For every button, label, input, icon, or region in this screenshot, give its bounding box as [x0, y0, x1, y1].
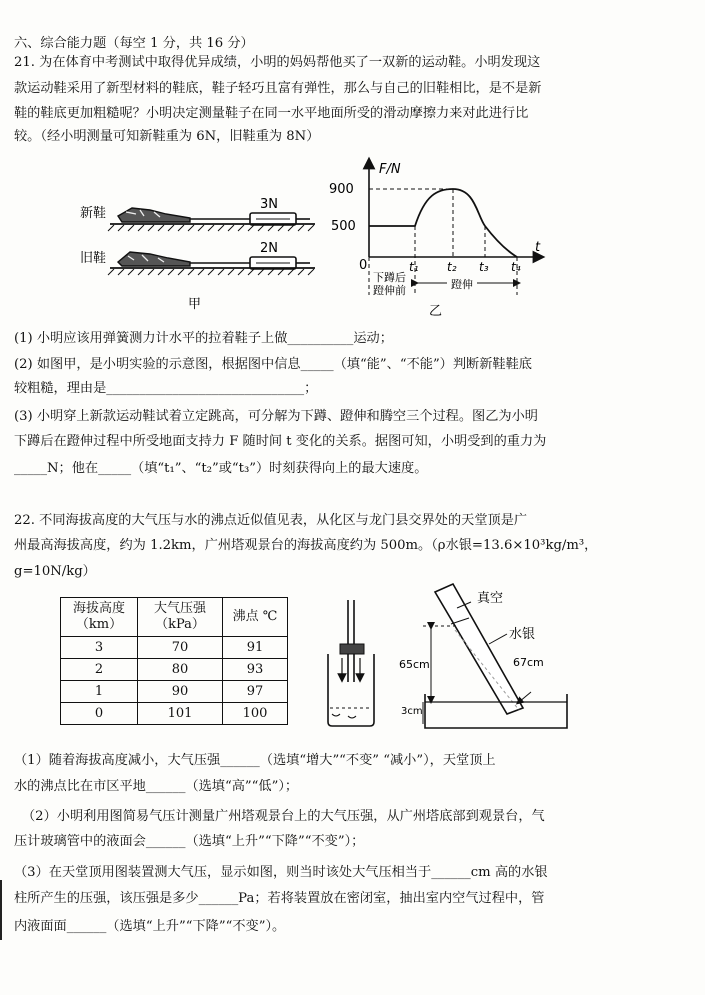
new-force-label: 3N [260, 197, 278, 212]
new-shoe-shape [118, 208, 190, 222]
old-shoe-label: 旧鞋 [80, 251, 107, 266]
mercury-label: 水银 [509, 627, 536, 642]
q21-sub1: (1) 小明应该用弹簧测力计水平的拉着鞋子上做__________运动； [14, 331, 393, 346]
x-tick-t4: t₄ [511, 260, 521, 274]
table-row [61, 681, 288, 703]
q21-sub3-cont: _____N；他在_____（填“t₁”、“t₂”或“t₃”）时刻获得向上的最大速度。 [14, 461, 428, 476]
altitude-pressure-table [60, 597, 288, 725]
q21-sub2-cont: 较粗糙，理由是______________________________； [14, 381, 318, 396]
table-cell: 1 [61, 681, 138, 703]
new-shoe-label: 新鞋 [80, 206, 107, 221]
scan-edge-mark [0, 880, 2, 940]
table-header-pressure: 大气压强 （kPa） [138, 598, 223, 637]
table-cell: 80 [138, 659, 223, 681]
q22-sub1-cont: 水的沸点比在市区平地______（选填“高”“低”）； [14, 779, 299, 794]
q21-sub2: (2) 如图甲，是小明实验的示意图，根据图中信息_____（填“能”、“不能”）判断新鞋鞋底 [14, 357, 532, 372]
figure-jia-caption: 甲 [188, 297, 202, 312]
q22-stem-line: 州最高海拔高度，约为 1.2km，广州塔观景台的海拔高度约为 500m。（ρ水银=13.6×10³kg/m³， [14, 538, 598, 553]
phase-label: 蹬伸前 [373, 284, 406, 297]
q21-stem-line: 鞋的鞋底更加粗糙呢？小明决定测量鞋子在同一水平地面所受的滑动摩擦力来对此进行比 [14, 106, 529, 121]
q22-sub2: （2）小明利用图简易气压计测量广州塔观景台上的大气压强，从广州塔底部到观景台，气 [22, 809, 545, 824]
table-cell: 2 [61, 659, 138, 681]
y-tick-900: 900 [329, 182, 354, 197]
table-header-boiling: 沸点 ℃ [223, 598, 288, 637]
table-cell: 97 [223, 681, 288, 703]
x-tick-t3: t₃ [479, 260, 489, 274]
table-cell: 101 [138, 703, 223, 725]
y-tick-500: 500 [331, 219, 356, 234]
vacuum-label: 真空 [477, 591, 504, 606]
table-row [61, 637, 288, 659]
q22-stem-line: 22. 不同海拔高度的大气压与水的沸点近似值见表，从化区与龙门县交界处的天堂顶是广 [14, 513, 528, 528]
q21-stem-line: 21. 为在体育中考测试中取得优异成绩，小明的妈妈帮他买了一双新的运动鞋。小明发现这 [14, 55, 541, 70]
table-row [61, 659, 288, 681]
q21-stem-line: 款运动鞋采用了新型材料的鞋底，鞋子轻巧且富有弹性，那么与自己的旧鞋相比，是不是新 [14, 81, 542, 96]
table-cell: 100 [223, 703, 288, 725]
table-cell: 93 [223, 659, 288, 681]
length-67cm-label: 67cm [513, 656, 544, 669]
table-cell: 91 [223, 637, 288, 659]
old-force-label: 2N [260, 241, 278, 256]
x-tick-t1: t₁ [409, 260, 419, 274]
y-axis-label: F/N [379, 162, 401, 177]
height-3cm-label: 3cm [401, 706, 423, 717]
old-shoe-shape [118, 252, 190, 266]
stopper-icon [340, 644, 364, 654]
x-axis-label: t [535, 240, 541, 255]
simple-barometer-figure [318, 598, 388, 728]
phase-label: 蹬伸 [451, 278, 473, 291]
table-cell: 70 [138, 637, 223, 659]
q21-sub3: (3) 小明穿上新款运动鞋试着立定跳高，可分解为下蹲、蹬伸和腾空三个过程。图乙为小明 [14, 409, 538, 424]
x-tick-t2: t₂ [447, 260, 457, 274]
figure-jia-shoe-friction [70, 190, 330, 315]
q21-stem-line: 较。（经小明测量可知新鞋重为 6N，旧鞋重为 8N） [14, 129, 320, 144]
figure-yi-caption: 乙 [429, 304, 443, 319]
table-header-altitude: 海拔高度 （km） [61, 598, 138, 637]
height-65cm-label: 65cm [399, 658, 430, 671]
table-cell: 3 [61, 637, 138, 659]
table-header-row [61, 598, 288, 637]
table-cell: 90 [138, 681, 223, 703]
q22-stem-line: g=10N/kg） [14, 564, 96, 579]
q22-sub3: （3）在天堂顶用图装置测大气压，显示如图，则当时该处大气压相当于______cm 高的水银 [14, 865, 548, 880]
table-row [61, 703, 288, 725]
figure-yi-force-time-graph [325, 155, 550, 320]
table-cell: 0 [61, 703, 138, 725]
q22-sub2-cont: 压计玻璃管中的液面会______（选填“上升”“下降”“不变”）； [14, 834, 365, 849]
phase-label: 下蹲后 [373, 271, 406, 284]
origin-label: 0 [359, 258, 368, 273]
q22-sub1: （1）随着海拔高度减小，大气压强______（选填“增大”“不变” “减小”），天堂顶上 [14, 753, 496, 768]
q22-sub3-cont: 柱所产生的压强，该压强是多少______Pa；若将装置放在密闭室，抽出室内空气过程中，管 [14, 891, 545, 906]
q21-sub3-cont: 下蹲后在蹬伸过程中所受地面支持力 F 随时间 t 变化的关系。据图可知，小明受到的重力为 [14, 434, 547, 449]
torricelli-tube-figure [395, 582, 585, 732]
force-curve [369, 189, 517, 257]
section-title: 六、综合能力题（每空 1 分，共 16 分） [14, 36, 254, 51]
bottle-icon [328, 654, 374, 726]
mercury-trough-icon [425, 694, 567, 728]
q22-sub3-cont: 内液面面______（选填“上升”“下降”“不变”）。 [14, 919, 286, 934]
